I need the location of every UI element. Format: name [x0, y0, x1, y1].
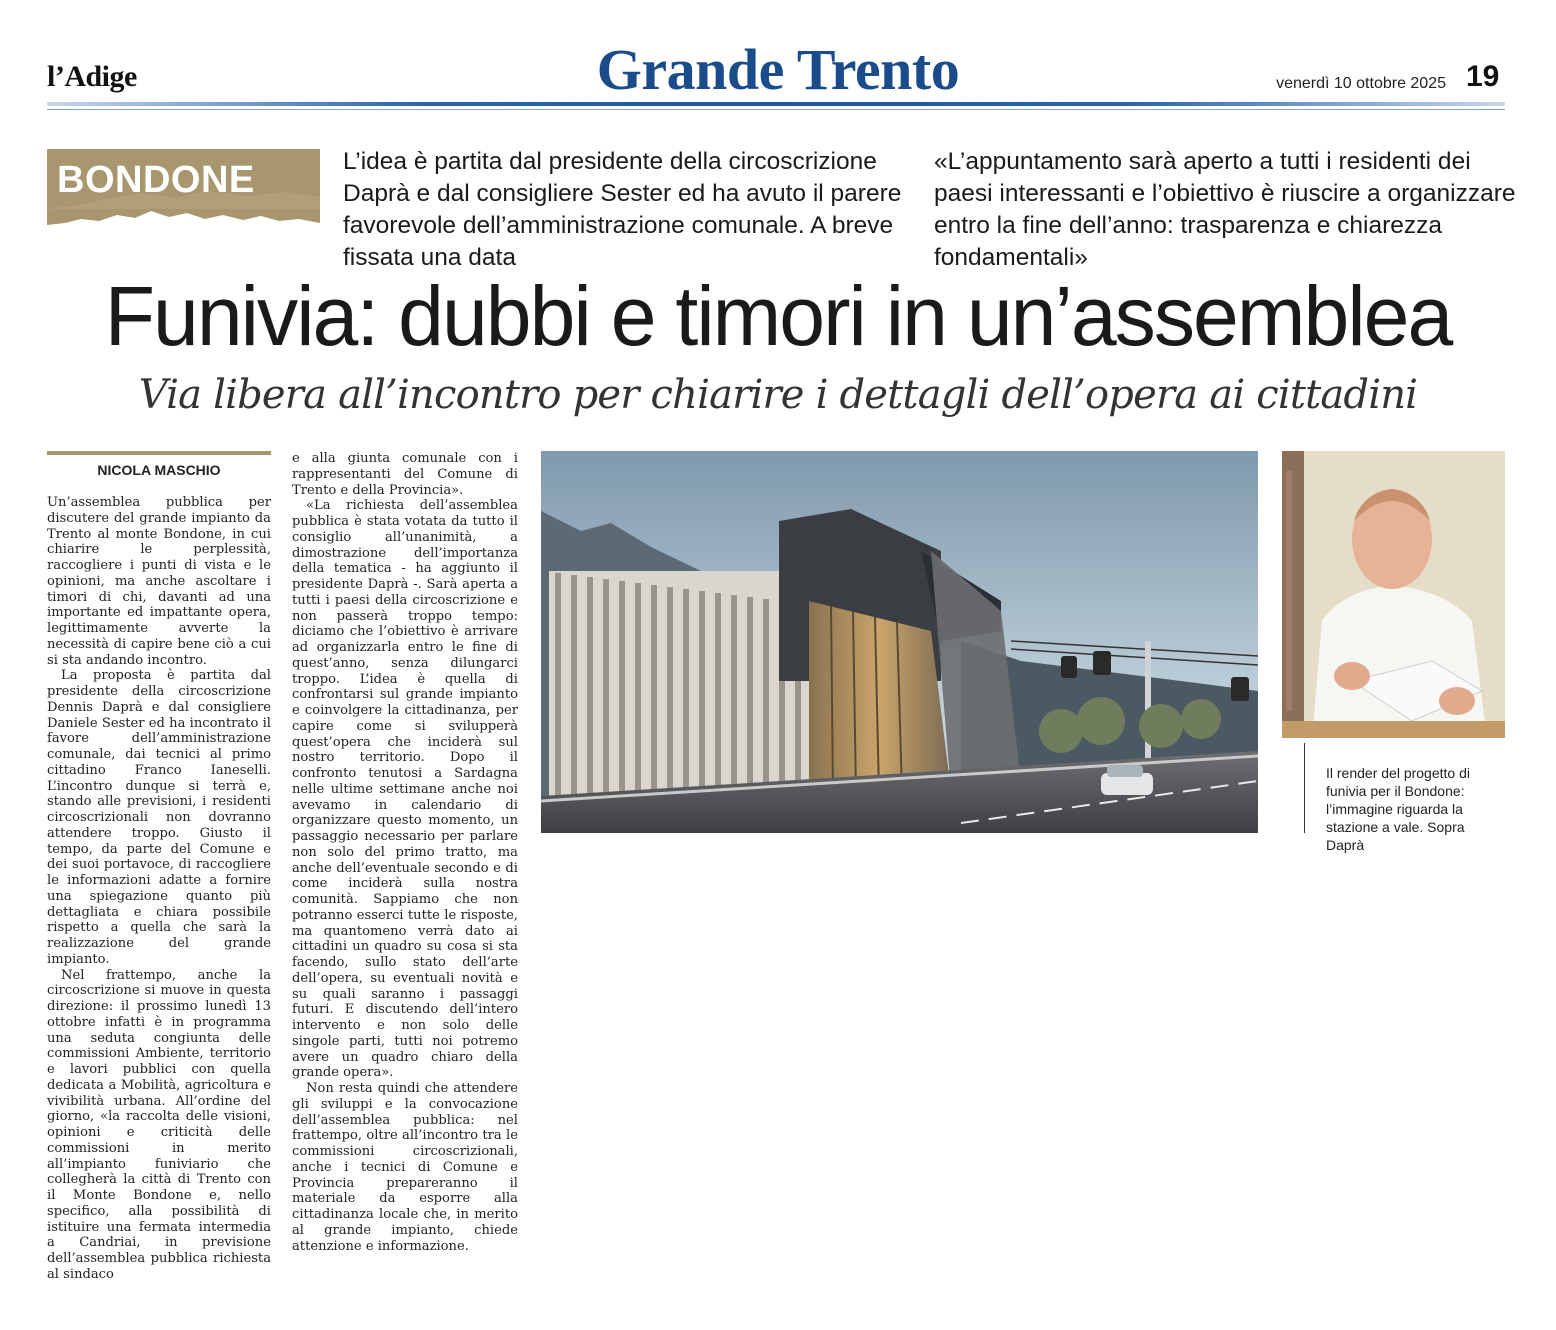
photo-caption: Il render del progetto di funivia per il Bondone: l’immagine riguarda la stazione a vale. Sopra Daprà — [1326, 765, 1470, 853]
paragraph: e alla giunta comunale con i rappresentanti del Comune di Trento e della Provincia». — [292, 451, 518, 498]
kicker-label: BONDONE — [57, 159, 255, 201]
summary-left: L’idea è partita dal presidente della circoscrizione Daprà e dal consigliere Sester ed ha avuto il parere favorevole dell’amministrazione comunale. A breve fissata una data — [343, 148, 902, 271]
portrait-illustration — [1282, 451, 1505, 738]
portrait-photo-dapra — [1282, 451, 1505, 738]
masthead-rule-thin — [47, 109, 1505, 110]
headline: Funivia: dubbi e timori in un’assemblea — [104, 269, 1452, 363]
paragraph: La proposta è partita dal presidente della circoscrizione Dennis Daprà e dal consigliere Daniele Sester ed ha incontrato il favore dell’amministrazione comunale, dai tecnici al primo cittadino Franco Ianeselli. L’incontro dunque si terrà e, stando alle previsioni, i residenti circoscrizionali non dovranno attendere troppo. Giusto il tempo, da parte del Comune e dei suoi portavoce, di raccogliere le informazioni adatte a fornire una spiegazione quanto più dettagliata e chiara possibile rispetto a quella che sarà la realizzazione del grande impianto. — [47, 668, 271, 967]
summary-right: «L’appuntamento sarà aperto a tutti i residenti dei paesi interessanti e l’obiettivo è riuscire a organizzare entro la fine dell’anno: trasparenza e chiarezza fondamentali» — [934, 148, 1516, 271]
kicker-box — [47, 149, 320, 245]
section-title: Grande Trento — [596, 37, 960, 102]
byline-rule — [47, 451, 271, 455]
paragraph: Un’assemblea pubblica per discutere del grande impianto da Trento al monte Bondone, in cui chiarire le perplessità, raccogliere i punti di vista e le opinioni, ma anche ascoltare i timori di chi, davanti ad una importante ed impattante opera, legittimamente avverte la necessità di capire bene ciò a cui si sta andando incontro. — [47, 495, 271, 668]
subheadline: Via libera all’incontro per chiarire i dettagli dell’opera ai cittadini — [138, 372, 1418, 418]
caption-rule — [1304, 743, 1305, 833]
newspaper-logo: l’Adige — [47, 60, 137, 93]
article-column-1 — [47, 495, 271, 1283]
byline: NICOLA MASCHIO — [97, 462, 221, 478]
issue-date: venerdì 10 ottobre 2025 — [1276, 75, 1446, 92]
station-render-illustration — [541, 451, 1258, 833]
page-number: 19 — [1466, 60, 1500, 93]
paragraph: Nel frattempo, anche la circoscrizione si muove in questa direzione: il prossimo lunedì 13 ottobre infatti è in programma una seduta congiunta delle commissioni Ambiente, territorio e lavori pubblici con quella dedicata a Mobilità, agricoltura e vivibilità urbana. All’ordine del giorno, «la raccolta delle visioni, opinioni e criticità delle commissioni in merito all’impianto funiviario che collegherà la città di Trento con il Monte Bondone e, nello specifico, alla possibilità di istituire una fermata intermedia a Candriai, in previsione dell’assemblea pubblica richiesta al sindaco — [47, 967, 271, 1282]
cable-car-station-render-photo — [541, 451, 1258, 833]
masthead-rule — [47, 102, 1505, 106]
article-column-2 — [292, 451, 518, 1254]
paragraph: Non resta quindi che attendere gli sviluppi e la convocazione dell’assemblea pubblica: nel frattempo, oltre all’incontro tra le commissioni circoscrizionali, anche i tecnici di Comune e Provincia prepareranno il materiale da esporre alla cittadinanza locale che, in merito al grande impianto, chiede attenzione e informazione. — [292, 1081, 518, 1254]
paragraph: «La richiesta dell’assemblea pubblica è stata votata da tutto il consiglio all’unanimità, a dimostrazione dell’importanza della tematica - ha aggiunto il presidente Daprà -. Sarà aperta a tutti i paesi della circoscrizione e non passerà troppo tempo: diciamo che l’obiettivo è arrivare ad organizzarla entro le fine di quest’anno, senza dilungarci troppo. L’idea è quella di confrontarsi sul grande impianto e coinvolgere la cittadinanza, per capire come si svilupperà quest’opera che inciderà sul nostro territorio. Dopo il confronto tenutosi a Sardagna nelle ultime settimane anche noi avevamo in calendario di organizzare questo momento, un passaggio necessario per parlare non solo del primo tratto, ma anche dell’eventuale secondo e di come inciderà sulla nostra comunità. Sappiamo che non potranno esserci tutte le risposte, ma quantomeno verrà dato ai cittadini un quadro su cosa si sta facendo, sullo stato dell’arte dell’opera, su eventuali novità e su quali saranno i passaggi futuri. E discutendo dell’intero intervento e non solo delle singole parti, tutti noi potremo avere un quadro chiaro della grande opera». — [292, 498, 518, 1081]
